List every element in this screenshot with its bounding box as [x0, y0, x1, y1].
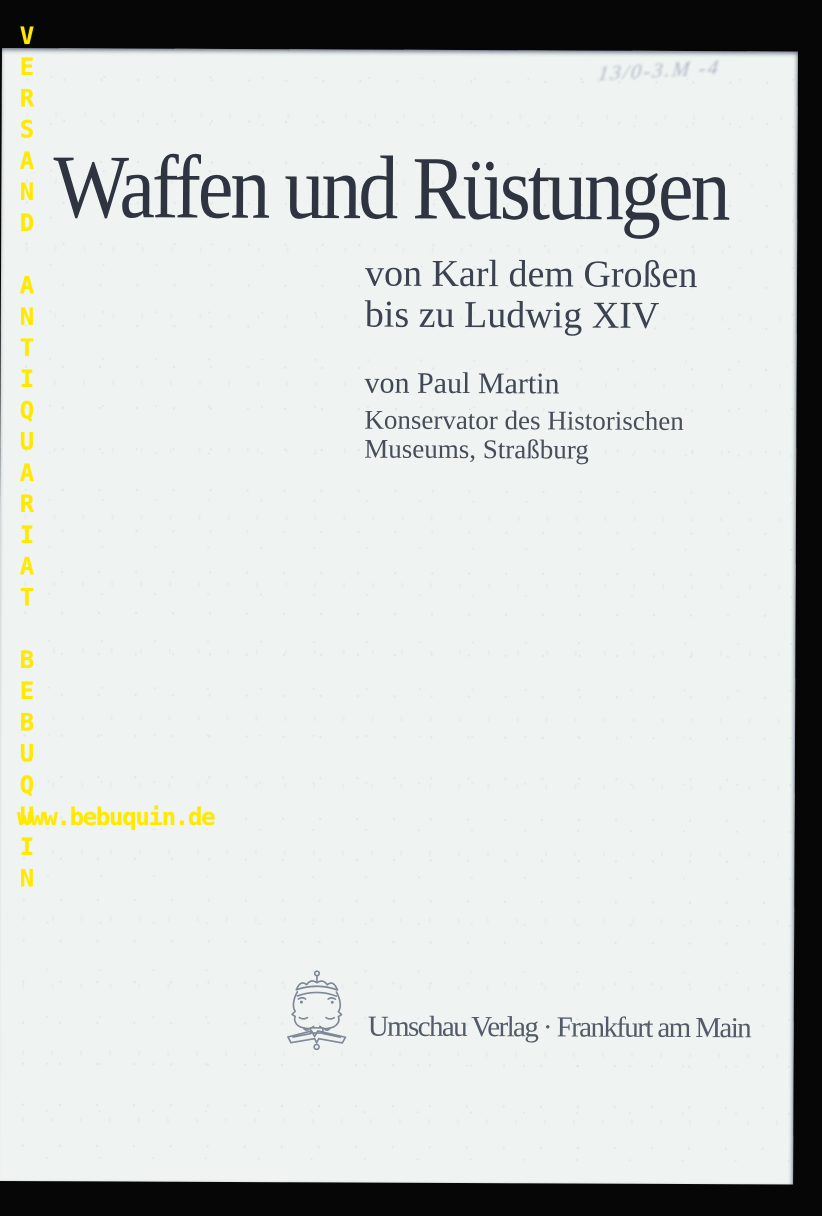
watermark-vertical-text: VERSAND ANTIQUARIAT BEBUQUIN — [13, 22, 41, 896]
publisher-imprint-line: Umschau Verlag · Frankfurt am Main — [367, 1010, 751, 1045]
book-subtitle-line1: von Karl dem Großen — [364, 252, 698, 297]
book-title: Waffen und Rüstungen — [53, 137, 728, 241]
watermark-url-text: www.bebuquin.de — [17, 803, 215, 831]
author-role-line2: Museums, Straßburg — [364, 433, 589, 465]
author-role-line1: Konservator des Historischen — [364, 404, 684, 436]
pencil-inscription: 13/0-3.M -4 — [596, 54, 722, 86]
author-byline: von Paul Martin — [364, 366, 560, 401]
publisher-logo-janus-head-icon — [280, 967, 354, 1051]
book-subtitle-line2: bis zu Ludwig XIV — [364, 293, 660, 337]
title-page — [0, 48, 798, 1184]
